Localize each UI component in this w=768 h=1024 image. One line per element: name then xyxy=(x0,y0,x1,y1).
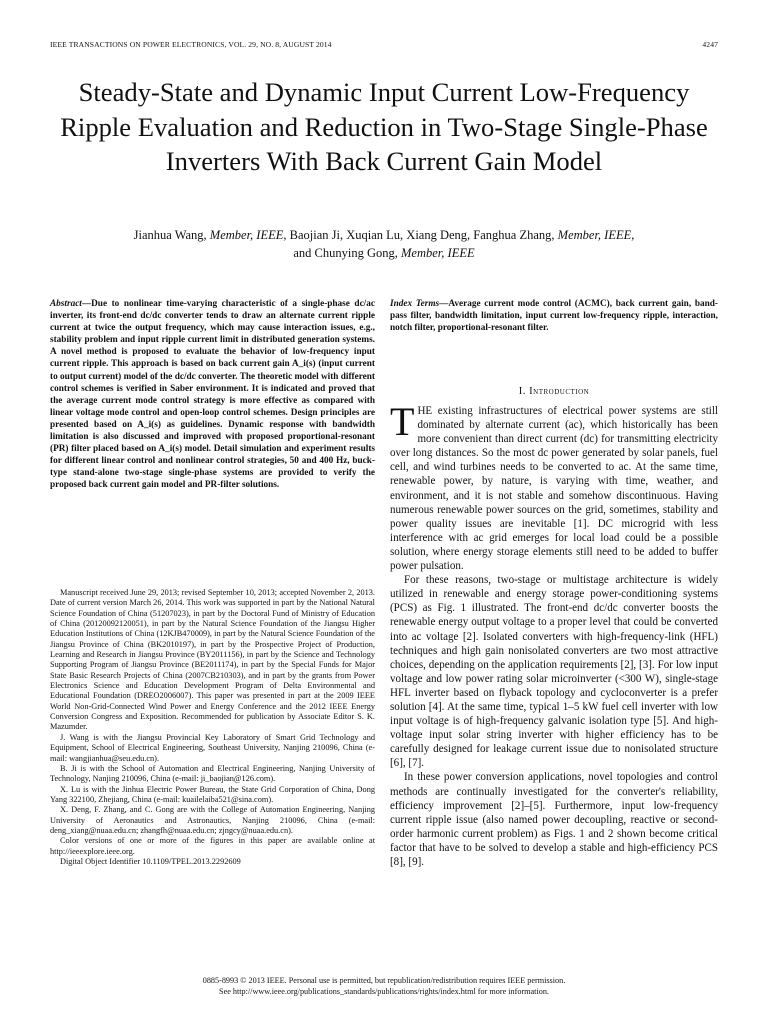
abstract-text: —Due to nonlinear time-varying characteristic of a single-phase dc/ac inverter, its front-end dc/dc converter tends to draw an alternate current ripple current at twice the output frequency, which may cause interaction issues, e.g., stability problem and input ripple current limit in distributed generation systems. A novel method is proposed to evaluate the behavior of low-frequency input current ripple. This approach is based on back current gain A_i(s) (input current to output current) model of the dc/dc converter. The theoretic model with different control schemes is verified in Saber environment. It is indicated and proved that the average current mode control strategy is more effective as compared with linear voltage mode control and open-loop control schemes. Design principles are presented based on A_i(s) as guidelines. Dynamic response with bandwidth limitation is also discussed and improved with proposed proportional-resonant (PR) filter placed based on A_i(s) model. Detail simulation and experiment results for different linear control and nonlinear control strategies, 50 and 400 Hz, buck-type stand-alone two-stage single-phase systems are provided to verify the proposed back current gain model and PR-filter solutions. xyxy=(50,299,375,491)
index-terms-label: Index Terms xyxy=(390,299,440,309)
intro-paragraph-3: In these power conversion applications, novel topologies and control methods are continually investigated for the converter's reliability, efficiency improvement [2]–[5]. Furthermore, input low-frequency current ripple issue (also named power decoupling, reactive or second-order harmonic current problem) as Figs. 1 and 2 shown become critical factor that have to be solved to develop a stable and high-efficiency PCS [8], [9]. xyxy=(390,771,718,868)
introduction-body xyxy=(390,399,718,869)
intro-paragraph-1 xyxy=(390,399,718,573)
author-1-role: Member, IEEE, xyxy=(209,228,287,242)
copyright-line-2: See http://www.ieee.org/publications_standards/publications/rights/index.html for more information. xyxy=(219,987,549,996)
footnote-affiliation: X. Deng, F. Zhang, and C. Gong are with the College of Automation Engineering, Nanjing University of Aeronautics and Astronautics, Nanjing 210096, China (e-mail: deng_xiang@nuaa.edu.cn; zhangfh@nuaa.edu.cn; zjngcy@nuaa.edu.cn). xyxy=(50,805,375,835)
footnote-color-note: Color versions of one or more of the figures in this paper are available online at http://ieeexplore.ieee.org. xyxy=(50,836,375,856)
section-heading xyxy=(390,386,718,397)
footnote-affiliation: B. Ji is with the School of Automation and Electrical Engineering, Nanjing University of Technology, Nanjing 210096, China (e-mail: ji_baojian@126.com). xyxy=(50,763,375,784)
index-terms xyxy=(390,298,718,334)
intro-paragraph-1-text: HE existing infrastructures of electrical power systems are still dominated by alternate current (ac), which historically has been more convenient than direct current (dc) for transmitting electricity over long distances. So the most dc power generated by solar panels, fuel cell, and wind turbines needs to be converted to ac. At the same time, renewable power, by nature, is varying with time, weather, and environment, and it is not stable and somehow discontinuous. Having numerous renewable power sources on the grid, sometimes, stability and power quality issues are inevitable [1]. DC microgrid with less interference with ac grid emerges for local load could be a possible solution, where energy storage elements still need to be added to buffer power pulsation. xyxy=(390,405,718,573)
author-2-role: Member, IEEE, xyxy=(557,228,635,242)
author-3-role: Member, IEEE xyxy=(401,246,475,260)
copyright-line-1: 0885-8993 © 2013 IEEE. Personal use is permitted, but republication/redistribution requires IEEE permission. xyxy=(202,976,566,985)
author-1: Jianhua Wang, xyxy=(133,228,207,242)
section-title: Introduction xyxy=(529,386,590,397)
intro-paragraph-2: For these reasons, two-stage or multistage architecture is widely utilized in renewable and energy storage power-conditioning systems (PCS) as Fig. 1 illustrated. The front-end dc/dc converter boosts the renewable energy output voltage to a proper level that could be converted into ac voltage [2]. Isolated converters with high-frequency-link (HFL) techniques and high gain nonisolated converters are two most attractive choices, depending on the application requirements [2], [3]. For low input voltage and low power rating solar microinverter (<300 W), single-stage HFL inverter based on flyback topology and cycloconverter is a prefer solution [4]. At the same time, typical 1–5 kW fuel cell inverter with low input voltage is of high-frequency galvanic isolation type [5]. And high-voltage input solar string inverter with higher efficiency has to be carefully designed for leakage current issue due to nonisolated structure [6], [7]. xyxy=(390,574,718,770)
author-list xyxy=(60,226,708,262)
paper-title: Steady-State and Dynamic Input Current Low-Frequency Ripple Evaluation and Reduction in Two-Stage Single-Phase Inverters With Back Current Gain Model xyxy=(60,77,708,177)
abstract xyxy=(50,298,375,492)
journal-info: IEEE TRANSACTIONS ON POWER ELECTRONICS, VOL. 29, NO. 8, AUGUST 2014 xyxy=(50,40,332,49)
index-terms-text: —Average current mode control (ACMC), back current gain, band-pass filter, bandwidth limitation, input current low-frequency ripple, interaction, notch filter, proportional-resonant filter. xyxy=(390,299,718,334)
footnotes xyxy=(50,588,375,867)
footnote-funding: Manuscript received June 29, 2013; revised September 10, 2013; accepted November 2, 2013. Date of current version March 26, 2014. This work was supported in part by the National Natural Science Foundation of China (51207023), in part by the Doctoral Fund of Ministry of Education of China (20120092120051), in part by the Natural Science Foundation of the Jiangsu Higher Education Institutions of China (12KJB470009), in part by the Natural Science Foundation of the Jiangsu Province of China (BK2010197), in part by the Prospective Project of Production, Learning and Research in Jiangsu Province (BY2011156), in part by the Science and Technology Supporting Program of Jiangsu Province (BE2011174), in part by the Special Funds for Major State Basic Research Projects of China (2007CB210303), and in part by the grants from Power Electronics Science and Education Development Program of Delta Environmental and Educational Foundation (DREO2006007). This paper was presented in part at the 2009 IEEE World Non-Grid-Connected Wind Power and Energy Conference and the 2012 IEEE Energy Conversion Congress and Exposition. Recommended for publication by Associate Editor S. K. Mazumder. xyxy=(50,588,375,732)
footnote-affiliation: J. Wang is with the Jiangsu Provincial Key Laboratory of Smart Grid Technology and Equipment, School of Electrical Engineering, Southeast University, Nanjing 210096, China (e-mail: wangjianhua@seu.edu.cn). xyxy=(50,732,375,763)
drop-cap: T xyxy=(390,399,415,444)
running-head xyxy=(50,40,718,49)
section-number: I. xyxy=(518,386,526,397)
authors-3: and Chunying Gong, xyxy=(293,246,398,260)
authors-2: Baojian Ji, Xuqian Lu, Xiang Deng, Fanghua Zhang, xyxy=(289,228,555,242)
footnote-doi: Digital Object Identifier 10.1109/TPEL.2013.2292609 xyxy=(60,856,241,866)
page-number: 4247 xyxy=(702,40,718,49)
copyright-notice xyxy=(50,975,718,997)
abstract-label: Abstract xyxy=(50,299,82,309)
footnote-affiliation: X. Lu is with the Jinhua Electric Power Bureau, the State Grid Corporation of China, Dong Yang 322100, Zhejiang, China (e-mail: kuailelaiba521@sina.com). xyxy=(50,784,375,804)
